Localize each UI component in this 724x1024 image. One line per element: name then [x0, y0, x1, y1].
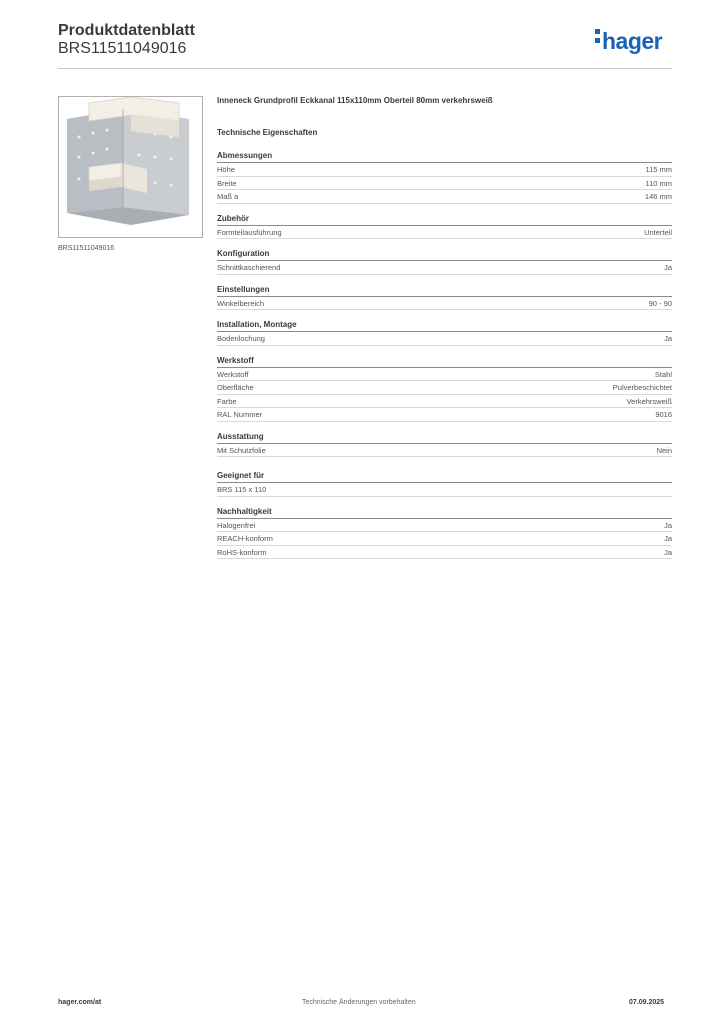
property-row	[217, 519, 672, 533]
product-image	[58, 96, 203, 238]
property-row	[217, 381, 672, 395]
section-settings	[217, 284, 672, 311]
property-value: Ja	[664, 547, 672, 557]
property-value: 90 - 90	[648, 298, 672, 308]
section-title: Werkstoff	[217, 355, 672, 368]
property-row	[217, 444, 672, 458]
property-label: RAL Nummer	[217, 410, 263, 419]
section-material	[217, 355, 672, 422]
property-value: 115 mm	[645, 165, 672, 174]
property-row	[217, 261, 672, 275]
logo-text: hager	[602, 28, 663, 54]
footer-notice: Technische Änderungen vorbehalten	[302, 999, 416, 1006]
product-title: Inneneck Grundprofil Eckkanal 115x110mm Oberteil 80mm verkehrsweiß	[217, 96, 493, 105]
property-row	[217, 532, 672, 546]
property-row	[217, 297, 672, 311]
property-label: Breite	[217, 178, 237, 188]
section-accessories	[217, 213, 672, 240]
section-configuration	[217, 248, 672, 275]
property-value: Ja	[664, 520, 672, 530]
property-value: Ja	[664, 334, 672, 343]
section-title: Abmessungen	[217, 150, 672, 163]
property-value: Pulverbeschichtet	[612, 383, 672, 392]
section-installation	[217, 319, 672, 346]
property-label: Schnittkaschierend	[217, 263, 281, 272]
section-title: Geeignet für	[217, 470, 672, 483]
image-caption: BRS11511049016	[58, 245, 115, 252]
section-title: Einstellungen	[217, 284, 672, 297]
section-sustainability	[217, 506, 672, 560]
property-label: Werkstoff	[217, 369, 249, 379]
property-value: 110 mm	[645, 178, 672, 188]
property-label: Bodenlochung	[217, 334, 265, 343]
document-title: Produktdatenblatt	[58, 22, 195, 39]
section-title: Installation, Montage	[217, 319, 672, 332]
property-row	[217, 395, 672, 409]
footer-website-link[interactable]: hager.com/at	[58, 999, 102, 1006]
property-label: Farbe	[217, 396, 237, 406]
property-row	[217, 408, 672, 422]
property-label: Halogenfrei	[217, 520, 256, 530]
technical-properties-heading: Technische Eigenschaften	[217, 128, 318, 137]
section-equipment	[217, 431, 672, 458]
property-row	[217, 332, 672, 346]
property-label: Maß a	[217, 192, 239, 201]
property-label: Winkelbereich	[217, 298, 265, 308]
property-label: REACH-konform	[217, 534, 273, 543]
property-value: Verkehrsweiß	[626, 396, 672, 406]
property-row	[217, 368, 672, 382]
property-value: Ja	[664, 534, 672, 543]
section-title: Zubehör	[217, 213, 672, 226]
hager-logo	[595, 27, 662, 55]
section-title: Konfiguration	[217, 248, 672, 261]
article-number: BRS11511049016	[58, 40, 187, 57]
property-value: Ja	[664, 263, 672, 272]
property-row	[217, 177, 672, 191]
header-divider	[58, 68, 672, 69]
property-row	[217, 546, 672, 560]
property-row	[217, 483, 672, 497]
property-value: 146 mm	[644, 192, 672, 201]
property-row	[217, 226, 672, 240]
property-label: Höhe	[217, 165, 235, 174]
property-label: BRS 115 x 110	[217, 485, 267, 494]
property-row	[217, 163, 672, 177]
logo-colon-icon	[595, 25, 600, 47]
property-value: Unterteil	[644, 227, 672, 237]
section-dimensions	[217, 150, 672, 204]
property-label: Mit Schutzfolie	[217, 445, 266, 455]
corner-duct-illustration	[59, 97, 202, 237]
section-title: Nachhaltigkeit	[217, 506, 672, 519]
property-value: Stahl	[654, 369, 672, 379]
property-label: Formteilausführung	[217, 227, 282, 237]
property-row	[217, 190, 672, 204]
section-title: Ausstattung	[217, 431, 672, 444]
section-suitable-for	[217, 470, 672, 497]
property-value: Nein	[656, 445, 672, 455]
property-label: Oberfläche	[217, 383, 254, 392]
property-label: RoHS-konform	[217, 547, 267, 557]
property-value: 9016	[655, 410, 672, 419]
product-details	[217, 96, 672, 568]
footer-date: 07.09.2025	[629, 999, 665, 1006]
